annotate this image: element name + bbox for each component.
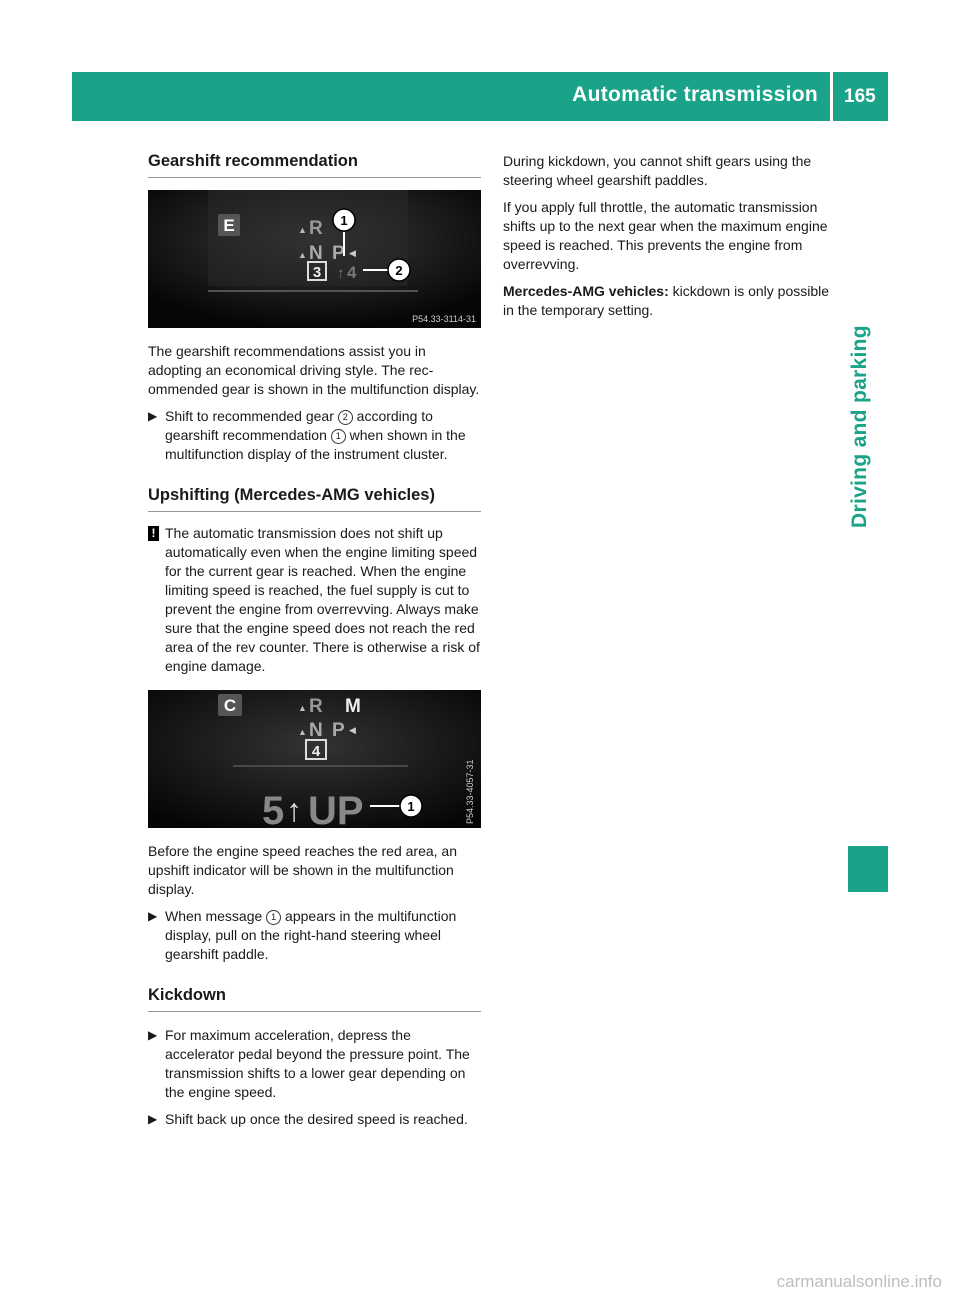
current-gear: 4 <box>311 743 321 760</box>
instruction-step: ▶ Shift to recommended gear 2 according to gearshift recommendation 1 when shown in the multifunction display of the instrument cluster. <box>148 408 466 462</box>
step-arrow-icon: ▶ <box>148 409 158 423</box>
gearshift-display-image <box>148 190 481 328</box>
upshift-arrow-icon: ↑ <box>337 265 345 282</box>
figure-gearshift-display <box>148 190 481 328</box>
paragraph-kickdown-paddles: During kickdown, you cannot shift gears using the steering wheel gearshift paddles. <box>503 153 812 188</box>
header-divider <box>830 72 833 121</box>
paragraph-full-throttle: If you apply full throttle, the automatic transmission shifts up to the next gear when the maximum engine speed is reached. This prevents the engine from overrevving. <box>503 199 828 272</box>
gear-r: R <box>309 218 323 239</box>
paragraph-upshift-indicator: Before the engine speed reaches the red area, an upshift indicator will be shown in the multifunction display. <box>148 843 457 897</box>
reference-marker: 1 <box>266 910 281 925</box>
reference-marker: 2 <box>338 410 353 425</box>
warning-note: ! The automatic transmission does not shift up automatically even when the engine limiting speed for the current gear is reached. When the engine limiting speed is reached, the fuel supply is cut to prevent the engine from overrevving. Always make sure that the engine speed does not reach the red area of the rev counter. There is otherwise a risk of engine damage. <box>148 524 481 676</box>
step-arrow-icon: ▶ <box>148 909 158 923</box>
section-tab-marker <box>848 846 888 892</box>
heading-kickdown: Kickdown <box>148 986 481 1012</box>
step-arrow-icon: ▶ <box>148 1112 158 1126</box>
upshift-arrow-icon: ↑ <box>286 792 302 828</box>
right-column <box>503 152 833 328</box>
arrow-up-icon: ▲ <box>298 703 307 713</box>
manual-mode: M <box>345 696 361 717</box>
paragraph-amg-kickdown: Mercedes-AMG vehicles: kickdown is only possible in the temporary setting. <box>503 283 830 318</box>
upshift-display-image <box>148 690 481 828</box>
watermark: carmanualsonline.info <box>776 1272 942 1291</box>
figure-code: P54.33-3114-31 <box>412 314 476 324</box>
svg-text:1: 1 <box>407 799 415 814</box>
current-gear: 3 <box>312 264 322 281</box>
instruction-step: ▶ For maximum acceleration, depress the accelerator pedal beyond the pressure point. The transmission shifts to a lower gear depending on the engine speed. <box>148 1027 470 1100</box>
gear-p: P <box>332 720 345 741</box>
upshift-target-gear: 5 <box>262 789 285 828</box>
arrow-up-icon: ▲ <box>298 250 307 260</box>
section-side-label-text: Driving and parking <box>848 325 871 528</box>
arrow-up-icon: ▲ <box>298 225 307 235</box>
chapter-title: Automatic transmission <box>572 83 818 106</box>
mode-letter: C <box>223 696 237 715</box>
mode-letter: E <box>223 216 235 235</box>
heading-gearshift-recommendation: Gearshift recommendation <box>148 152 481 178</box>
paragraph-intro: The gearshift recommendations assist you in adopting an economical driving style. The recommended gear is shown in the multifunction display. <box>148 343 480 397</box>
instruction-step: ▶ When message 1 appears in the multifunction display, pull on the right-hand steering wheel gearshift paddle. <box>148 908 457 962</box>
gear-n: N <box>309 243 323 264</box>
figure-code: P54.33-4057-31 <box>465 759 475 824</box>
gear-r: R <box>309 696 323 717</box>
arrow-up-icon: ▲ <box>298 727 307 737</box>
upshift-text: UP <box>308 789 364 828</box>
arrow-left-icon: ◀ <box>349 248 356 258</box>
figure-upshift-display <box>148 690 481 828</box>
page-number: 165 <box>844 86 876 107</box>
svg-text:1: 1 <box>340 213 348 228</box>
left-column <box>148 152 481 1137</box>
svg-text:2: 2 <box>395 263 403 278</box>
instruction-step: ▶ Shift back up once the desired speed is reached. <box>148 1111 468 1127</box>
heading-upshifting: Upshifting (Mercedes-AMG vehicles) <box>148 486 481 512</box>
step-arrow-icon: ▶ <box>148 1028 158 1042</box>
gear-p: P <box>332 243 345 264</box>
reference-marker: 1 <box>331 429 346 444</box>
gear-n: N <box>309 720 323 741</box>
arrow-left-icon: ◀ <box>349 725 356 735</box>
warning-icon: ! <box>148 526 159 541</box>
recommended-gear: 4 <box>347 263 357 282</box>
